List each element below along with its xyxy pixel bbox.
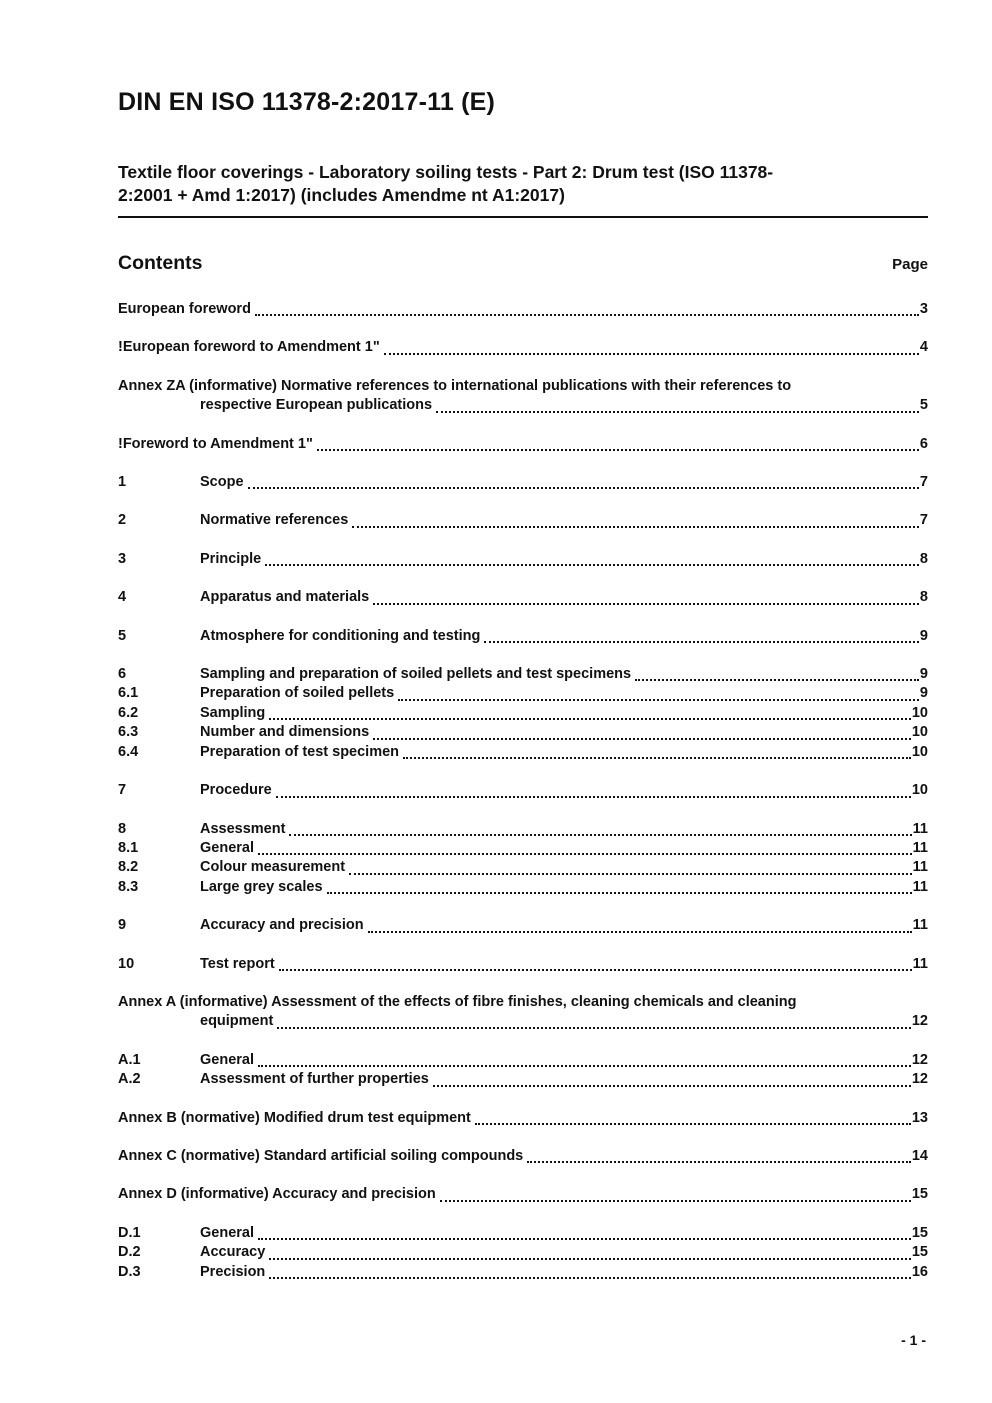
toc-entry-row	[118, 1051, 928, 1070]
toc-entry-page: 11	[912, 820, 928, 837]
toc-entry-page: 16	[911, 1263, 928, 1280]
toc-leader-dots	[265, 564, 919, 566]
toc-entry-page: 10	[911, 782, 928, 799]
toc-entry-page: 9	[919, 685, 928, 702]
toc-entry-number: A.1	[118, 1051, 141, 1068]
toc-entry-number: D.1	[118, 1224, 141, 1241]
toc-leader-dots	[352, 526, 919, 528]
toc-leader-dots	[258, 853, 912, 855]
toc-entry	[118, 878, 928, 897]
toc-entry-row	[118, 511, 928, 530]
toc-entry-page: 13	[911, 1109, 928, 1126]
toc-entry-row	[118, 550, 928, 569]
toc-entry-title: equipment	[200, 1013, 274, 1030]
toc-leader-dots	[258, 1065, 911, 1067]
toc-entry	[118, 550, 928, 569]
document-title-line2: 2:2001 + Amd 1:2017) (includes Amendme nt A1:2017)	[118, 185, 565, 205]
toc-entry-page: 11	[912, 839, 928, 856]
toc-entry-row	[118, 781, 928, 800]
toc-entry-title: Large grey scales	[200, 878, 323, 895]
toc-leader-dots	[277, 1027, 911, 1029]
toc-entry-title: Normative references	[200, 512, 349, 529]
toc-entry	[118, 723, 928, 742]
toc-entry-page: 11	[912, 917, 928, 934]
toc-entry-row	[118, 704, 928, 723]
toc-entry-title: Precision	[200, 1263, 266, 1280]
toc-leader-dots	[635, 679, 919, 681]
toc-leader-dots	[269, 1258, 911, 1260]
toc-entry-number: 6	[118, 666, 127, 683]
toc-leader-dots	[327, 892, 912, 894]
toc-leader-dots	[289, 834, 911, 836]
toc-entry-row	[118, 1147, 928, 1166]
toc-entry	[118, 916, 928, 935]
toc-entry-text-line1: Annex ZA (informative) Normative references to international publications with their references to	[118, 377, 792, 394]
toc-entry-title: General	[200, 1224, 254, 1241]
toc-leader-dots	[527, 1161, 911, 1163]
toc-entry	[118, 377, 928, 416]
toc-entry	[118, 588, 928, 607]
toc-entry-row	[118, 627, 928, 646]
toc-entry-number: 3	[118, 550, 127, 567]
toc-entry-title: Preparation of test specimen	[200, 743, 400, 760]
toc-entry-title: European foreword	[118, 301, 251, 317]
toc-entry-number: D.2	[118, 1244, 141, 1261]
toc-entry-row	[118, 916, 928, 935]
page-column-label: Page	[892, 256, 928, 273]
toc-entry-title: !European foreword to Amendment 1"	[118, 339, 380, 356]
toc-entry-row	[118, 723, 928, 742]
toc-entry-page: 10	[911, 704, 928, 721]
toc-leader-dots	[440, 1200, 911, 1202]
toc-entry-row	[118, 878, 928, 897]
toc-entry-number: 6.2	[118, 704, 139, 721]
toc-entry	[118, 435, 928, 454]
toc-entry-title: Assessment	[200, 820, 286, 837]
toc-entry-row	[118, 588, 928, 607]
toc-entry-title: respective European publications	[200, 397, 433, 414]
document-title	[118, 161, 928, 218]
toc-entry	[118, 665, 928, 684]
toc-entry-title: Scope	[200, 474, 244, 491]
toc-entry-row	[118, 1012, 928, 1031]
toc-entry-row	[118, 1224, 928, 1243]
toc-entry-title: Annex C (normative) Standard artificial soiling compounds	[118, 1147, 524, 1164]
toc-entry-number: 8	[118, 820, 127, 837]
toc-leader-dots	[398, 699, 919, 701]
toc-entry-number: 4	[118, 589, 127, 606]
toc-entry-row	[118, 1185, 928, 1204]
toc-entry-page: 11	[912, 955, 928, 972]
contents-header	[118, 252, 928, 275]
toc-entry	[118, 300, 928, 319]
toc-leader-dots	[279, 969, 912, 971]
toc-leader-dots	[433, 1085, 911, 1087]
toc-entry-page: 15	[911, 1244, 928, 1261]
toc-entry-row	[118, 435, 928, 454]
toc-leader-dots	[248, 487, 919, 489]
toc-entry-page: 7	[919, 474, 928, 491]
toc-entry-page: 7	[919, 512, 928, 529]
toc-entry-row	[118, 396, 928, 415]
toc-entry	[118, 627, 928, 646]
toc-entry-row	[118, 684, 928, 703]
toc-entry-number: 9	[118, 917, 127, 934]
toc-entry	[118, 1147, 928, 1166]
toc-entry	[118, 1109, 928, 1128]
toc-entry-page: 11	[912, 859, 928, 876]
toc-entry-page: 10	[911, 724, 928, 741]
toc-entry	[118, 338, 928, 357]
toc-entry-number: 6.4	[118, 743, 139, 760]
toc-entry-page: 12	[911, 1013, 928, 1030]
toc-entry-title: Number and dimensions	[200, 724, 370, 741]
toc-entry-page: 6	[919, 435, 928, 452]
toc-entry-page: 5	[919, 397, 928, 414]
toc-entry-page: 3	[919, 301, 928, 317]
toc-entry	[118, 743, 928, 762]
toc-entry-page: 15	[911, 1224, 928, 1241]
toc-entry	[118, 684, 928, 703]
toc-entry-number: D.3	[118, 1263, 141, 1280]
toc-entry-number: A.2	[118, 1071, 141, 1088]
toc-leader-dots	[373, 603, 919, 605]
toc-entry-title: Colour measurement	[200, 859, 346, 876]
toc-entry-page: 15	[911, 1186, 928, 1203]
toc-entry-row	[118, 1109, 928, 1128]
toc-entry-title: Annex B (normative) Modified drum test equipment	[118, 1109, 471, 1126]
toc-entry	[118, 1224, 928, 1243]
toc-leader-dots	[436, 411, 919, 413]
toc-entry-title: Apparatus and materials	[200, 589, 370, 606]
toc-entry-number: 5	[118, 627, 127, 644]
toc-entry-number: 2	[118, 512, 127, 529]
toc-entry-row	[118, 1243, 928, 1262]
toc-entry	[118, 781, 928, 800]
toc-entry	[118, 511, 928, 530]
toc-entry	[118, 1185, 928, 1204]
toc-leader-dots	[269, 1277, 911, 1279]
toc-entry-number: 8.1	[118, 839, 139, 856]
toc-entry-number: 6.3	[118, 724, 139, 741]
toc-entry	[118, 1051, 928, 1070]
toc-entry	[118, 1243, 928, 1262]
toc-leader-dots	[384, 353, 919, 355]
document-title-line1: Textile floor coverings - Laboratory soiling tests - Part 2: Drum test (ISO 11378-	[118, 162, 774, 182]
toc-entry-number: 1	[118, 474, 127, 491]
toc-entry-row	[118, 1263, 928, 1282]
toc-entry-title: Principle	[200, 550, 262, 567]
toc-entry-number: 7	[118, 782, 127, 799]
toc-entry	[118, 820, 928, 839]
footer-page-number: - 1 -	[901, 1332, 926, 1348]
toc-entry	[118, 1263, 928, 1282]
toc-entry-number: 10	[118, 955, 135, 972]
toc-entry-number: 8.3	[118, 878, 139, 895]
toc-entry	[118, 858, 928, 877]
toc-list	[118, 300, 928, 1282]
toc-entry	[118, 1070, 928, 1089]
toc-leader-dots	[373, 738, 911, 740]
toc-entry-row	[118, 839, 928, 858]
toc-entry-page: 14	[911, 1147, 928, 1164]
toc-entry-title: !Foreword to Amendment 1"	[118, 435, 313, 452]
toc-entry-title: Atmosphere for conditioning and testing	[200, 627, 481, 644]
toc-entry-row	[118, 338, 928, 357]
toc-entry-title: Annex D (informative) Accuracy and precision	[118, 1186, 436, 1203]
toc-entry-title: Sampling and preparation of soiled pellets and test specimens	[200, 666, 632, 683]
toc-entry-title: Procedure	[200, 782, 272, 799]
toc-leader-dots	[269, 718, 911, 720]
toc-entry-page: 9	[919, 666, 928, 683]
toc-entry	[118, 704, 928, 723]
toc-entry-page: 4	[919, 339, 928, 356]
toc-entry-title: Test report	[200, 955, 275, 972]
toc-entry-row	[118, 665, 928, 684]
toc-entry-row	[118, 743, 928, 762]
toc-entry-row	[118, 820, 928, 839]
toc-entry-title: General	[200, 839, 254, 856]
toc-entry-page: 11	[912, 878, 928, 895]
toc-leader-dots	[276, 796, 911, 798]
toc-entry-page: 12	[911, 1071, 928, 1088]
toc-leader-dots	[475, 1123, 911, 1125]
toc-entry-text-line1: Annex A (informative) Assessment of the effects of fibre finishes, cleaning chemicals and cleaning	[118, 993, 797, 1010]
toc-entry-title: Accuracy	[200, 1244, 266, 1261]
toc-entry-number: 6.1	[118, 685, 139, 702]
toc-entry-row	[118, 473, 928, 492]
toc-entry-title: Sampling	[200, 704, 266, 721]
toc-leader-dots	[349, 873, 912, 875]
toc-entry-row	[118, 1070, 928, 1089]
toc-entry-page: 8	[919, 589, 928, 606]
toc-entry-page: 10	[911, 743, 928, 760]
toc-entry-page: 9	[919, 627, 928, 644]
toc-entry-row	[118, 300, 928, 319]
toc-entry	[118, 473, 928, 492]
toc-entry	[118, 955, 928, 974]
toc-leader-dots	[255, 314, 919, 316]
toc-leader-dots	[258, 1238, 911, 1240]
toc-entry	[118, 993, 928, 1032]
toc-entry-title: General	[200, 1051, 254, 1068]
toc-entry-number: 8.2	[118, 859, 139, 876]
toc-entry-row	[118, 955, 928, 974]
toc-leader-dots	[368, 931, 912, 933]
toc-leader-dots	[403, 757, 911, 759]
toc-entry-row	[118, 858, 928, 877]
standard-number-title: DIN EN ISO 11378-2:2017-11 (E)	[118, 88, 496, 116]
toc-entry-title: Assessment of further properties	[200, 1071, 429, 1088]
toc-entry	[118, 839, 928, 858]
toc-leader-dots	[484, 641, 919, 643]
toc-entry-title: Accuracy and precision	[200, 917, 364, 934]
contents-heading: Contents	[118, 252, 203, 274]
toc-entry-page: 8	[919, 550, 928, 567]
toc-leader-dots	[317, 449, 919, 451]
toc-entry-title: Preparation of soiled pellets	[200, 685, 395, 702]
toc-entry-page: 12	[911, 1051, 928, 1068]
